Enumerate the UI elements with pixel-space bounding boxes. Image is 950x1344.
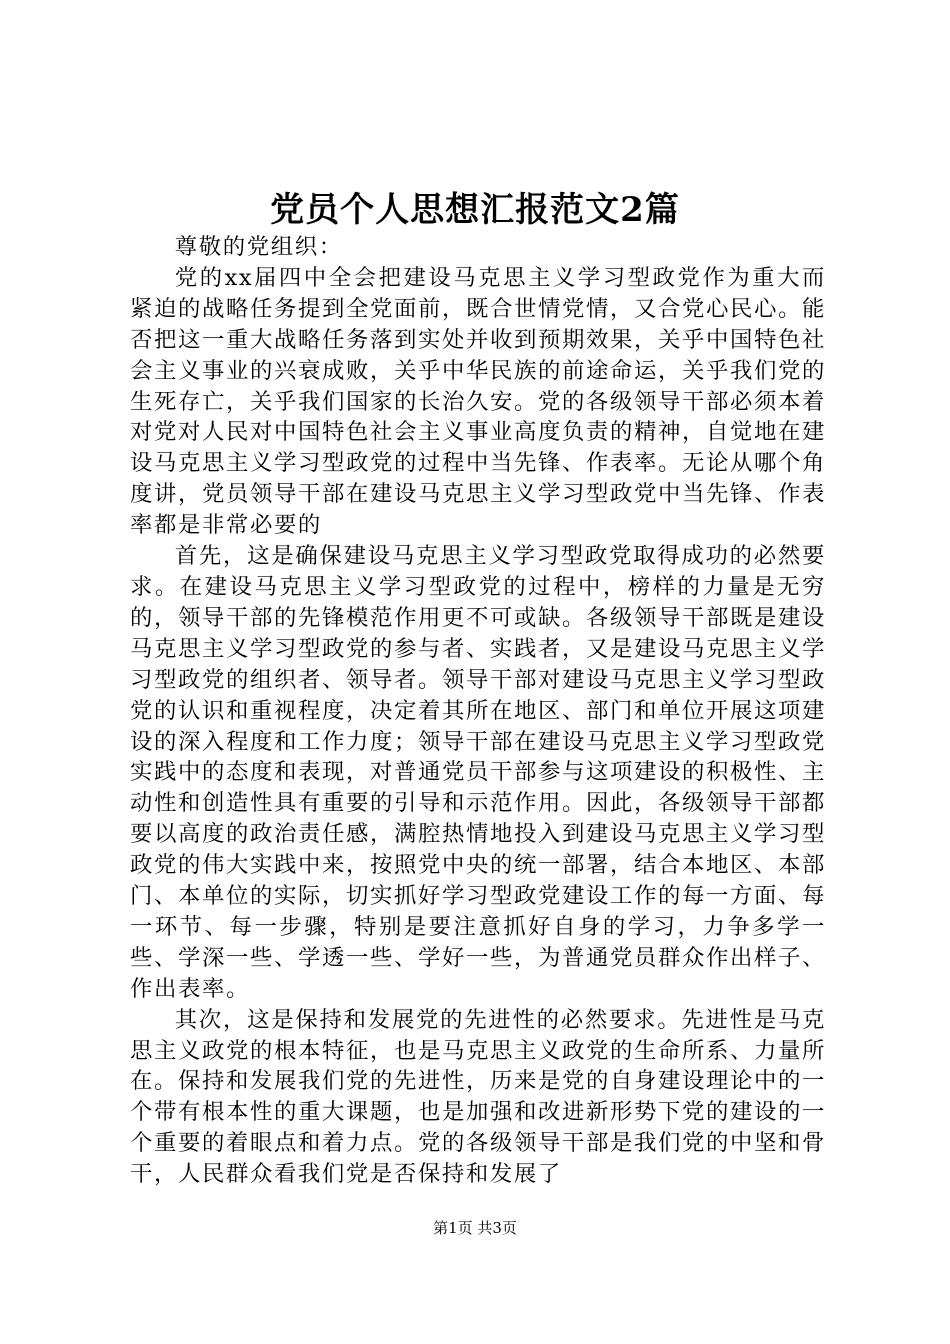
paragraph-first: 首先，这是确保建设马克思主义学习型政党取得成功的必然要求。在建设马克思主义学习型政党的过程中，榜样的力量是无穷的，领导干部的先锋模范作用更不可或缺。各级领导干部既是建设马克思主义学习型政党的参与者、实践者，又是建设马克思主义学习型政党的组织者、领导者。领导干部对建设马克思主义学习型政党的认识和重视程度，决定着其所在地区、部门和单位开展这项建设的深入程度和工作力度；领导干部在建设马克思主义学习型政党实践中的态度和表现，对普通党员干部参与这项建设的积极性、主动性和创造性具有重要的引导和示范作用。因此，各级领导干部都要以高度的政治责任感，满腔热情地投入到建设马克思主义学习型政党的伟大实践中来，按照党中央的统一部署，结合本地区、本部门、本单位的实际，切实抓好学习型政党建设工作的每一方面、每一环节、每一步骤，特别是要注意抓好自身的学习，力争多学一些、学深一些、学透一些、学好一些，为普通党员群众作出样子、作出表率。 [130, 543, 826, 1002]
page-number: 第1页 共3页 [433, 1219, 517, 1237]
document-body [130, 232, 826, 1190]
salutation: 尊敬的党组织： [174, 234, 343, 260]
paragraph-intro: 党的xx届四中全会把建设马克思主义学习型政党作为重大而紧迫的战略任务提到全党面前，既合世情党情，又合党心民心。能否把这一重大战略任务落到实处并收到预期效果，关乎中国特色社会主义事业的兴衰成败，关乎中华民族的前途命运，关乎我们党的生死存亡，关乎我们国家的长治久安。党的各级领导干部必须本着对党对人民对中国特色社会主义事业高度负责的精神，自觉地在建设马克思主义学习型政党的过程中当先锋、作表率。无论从哪个角度讲，党员领导干部在建设马克思主义学习型政党中当先锋、作表率都是非常必要的 [130, 264, 826, 539]
paragraph-second: 其次，这是保持和发展党的先进性的必然要求。先进性是马克思主义政党的根本特征，也是马克思主义政党的生命所系、力量所在。保持和发展我们党的先进性，历来是党的自身建设理论中的一个带有根本性的重大课题，也是加强和改进新形势下党的建设的一个重要的着眼点和着力点。党的各级领导干部是我们党的中坚和骨干，人民群众看我们党是否保持和发展了 [130, 1006, 826, 1188]
document-title: 党员个人思想汇报范文2篇 [270, 190, 680, 230]
